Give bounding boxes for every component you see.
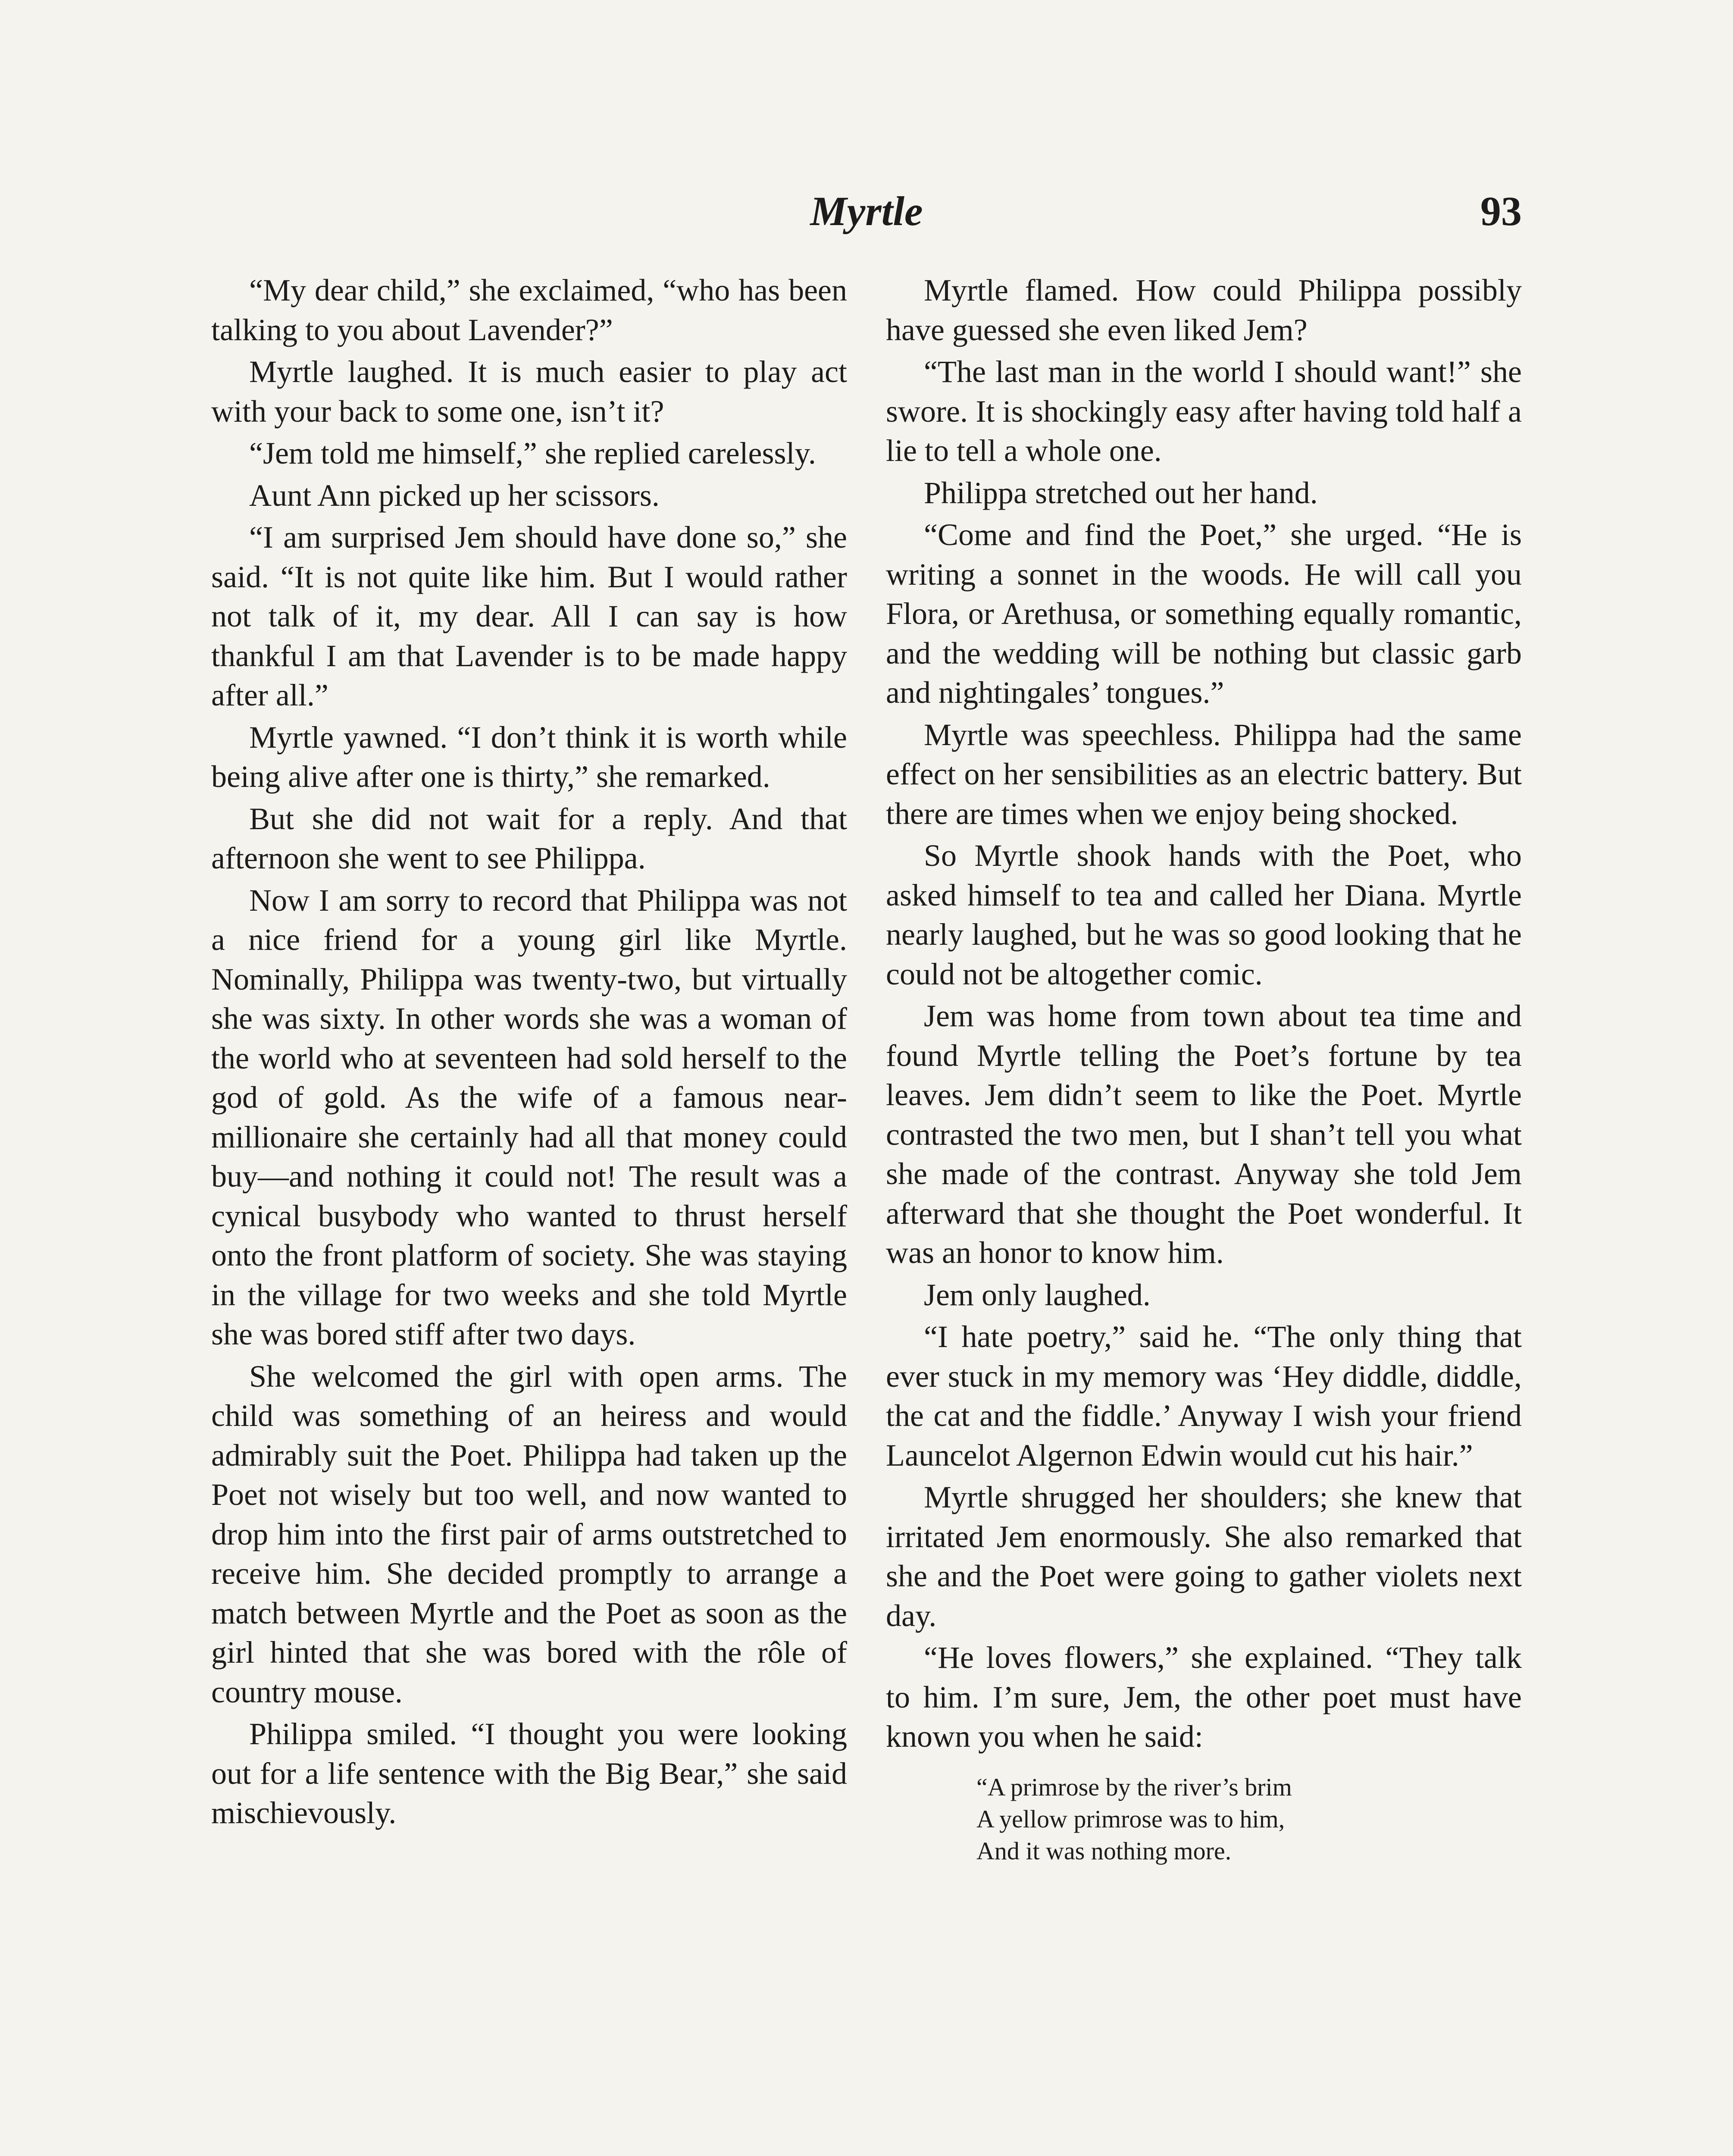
left-column [211, 271, 847, 2156]
paragraph: Jem only laughed. [924, 1277, 1151, 1312]
verse-quote [886, 1771, 1522, 1867]
paragraph: Myrtle was speechless. Philippa had the same effect on her sensibilities as an electric battery. But there are times when we enjoy being shocked. [886, 717, 1522, 831]
paragraph: Myrtle shrugged her shoulders; she knew that irritated Jem enormously. She also remarked that she and the Poet were going to gather violets next day. [886, 1480, 1522, 1633]
paragraph: Philippa stretched out her hand. [924, 475, 1318, 510]
paragraph: Now I am sorry to record that Philippa was not a nice friend for a young girl like Myrtle. Nominally, Philippa was twenty-two, but virtually she was sixty. In other words she was a woman of the world who at seventeen had sold herself to the god of gold. As the wife of a famous near-millionaire she certainly had all that money could buy—and nothing it could not! The result was a cynical busybody who wanted to thrust herself onto the front platform of society. She was staying in the village for two weeks and she told Myrtle she was bored stiff after two days. [211, 883, 847, 1351]
paragraph: “I hate poetry,” said he. “The only thing that ever stuck in my memory was ‘Hey diddle, diddle, the cat and the fiddle.’ Anyway I wish your friend Launcelot Algernon Edwin would cut his hair.” [886, 1319, 1522, 1473]
right-column [886, 271, 1522, 2156]
page-header [211, 181, 1522, 250]
paragraph: Jem was home from town about tea time and found Myrtle telling the Poet’s fortune by tea leaves. Jem didn’t seem to like the Poet. Myrtle contrasted the two men, but I shan’t tell you what she made of the contrast. Anyway she told Jem afterward that she thought the Poet wonderful. It was an honor to know him. [886, 999, 1522, 1270]
paragraph: She welcomed the girl with open arms. The child was something of an heiress and would admirably suit the Poet. Philippa had taken up the Poet not wisely but too well, and now wanted to drop him into the first pair of arms outstretched to receive him. She decided promptly to arrange a match between Myrtle and the Poet as soon as the girl hinted that she was bored with the rôle of country mouse. [211, 1359, 847, 1709]
paragraph: “I am surprised Jem should have done so,” she said. “It is not quite like him. But I would rather not talk of it, my dear. All I can say is how thankful I am that Lavender is to be made happy after all.” [211, 520, 847, 712]
paragraph: So Myrtle shook hands with the Poet, who asked himself to tea and called her Diana. Myrtle nearly laughed, but he was so good looking that he could not be altogether comic. [886, 838, 1522, 991]
verse-line: “A primrose by the river’s brim [976, 1773, 1292, 1801]
running-title: Myrtle [810, 188, 923, 234]
paragraph: “Jem told me himself,” she replied carelessly. [249, 436, 816, 470]
verse-line: A yellow primrose was to him, [976, 1805, 1285, 1833]
paragraph: But she did not wait for a reply. And that afternoon she went to see Philippa. [211, 801, 847, 875]
paragraph: Aunt Ann picked up her scissors. [249, 478, 660, 513]
paragraph: Myrtle flamed. How could Philippa possibly have guessed she even liked Jem? [886, 273, 1522, 347]
page-number: 93 [1480, 188, 1522, 234]
paragraph: “My dear child,” she exclaimed, “who has been talking to you about Lavender?” [211, 273, 847, 347]
paragraph: Philippa smiled. “I thought you were looking out for a life sentence with the Big Bear,” she said mischievously. [211, 1717, 847, 1830]
text-columns [211, 271, 1522, 2156]
paragraph: Myrtle yawned. “I don’t think it is worth while being alive after one is thirty,” she remarked. [211, 720, 847, 794]
paragraph: “Come and find the Poet,” she urged. “He is writing a sonnet in the woods. He will call you Flora, or Arethusa, or something equally romantic, and the wedding will be nothing but classic garb and nightingales’ tongues.” [886, 517, 1522, 710]
paragraph: “He loves flowers,” she explained. “They talk to him. I’m sure, Jem, the other poet must have known you when he said: [886, 1640, 1522, 1754]
paragraph: “The last man in the world I should want!” she swore. It is shockingly easy after having told half a lie to tell a whole one. [886, 354, 1522, 468]
verse-line: And it was nothing more. [976, 1836, 1232, 1865]
paragraph: Myrtle laughed. It is much easier to play act with your back to some one, isn’t it? [211, 354, 847, 429]
